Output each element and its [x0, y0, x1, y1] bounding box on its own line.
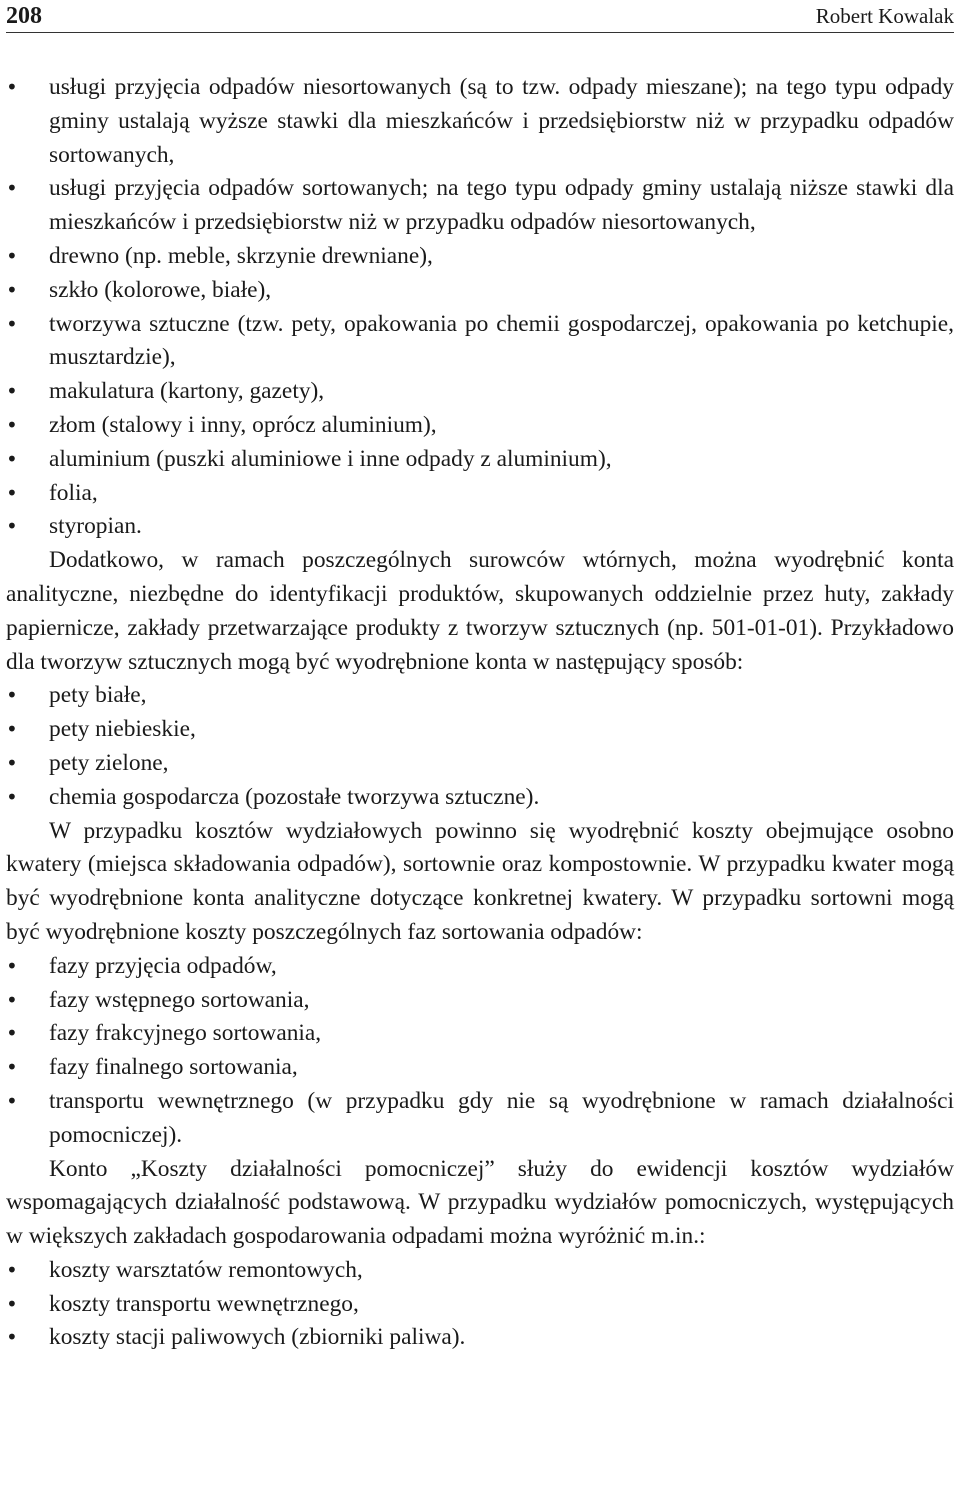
list-item: • folia, — [6, 477, 954, 511]
page-header — [6, 0, 954, 33]
list-item: • koszty transportu wewnętrznego, — [6, 1288, 954, 1322]
list-item: • fazy wstępnego sortowania, — [6, 984, 954, 1018]
paragraph-analytical-accounts: Dodatkowo, w ramach poszczególnych surowców wtórnych, można wyodrębnić konta analityczne, niezbędne do identyfikacji produktów, skupowanych oddzielnie przez huty, zakłady papiernicze, zakłady przetwarzające produkty z tworzyw sztucznych (np. 501-01-01). Przykładowo dla tworzyw sztucznych mogą być wyodrębnione konta w następujący sposób: — [6, 547, 954, 675]
list-item: • chemia gospodarcza (pozostałe tworzywa sztuczne). — [6, 781, 954, 815]
bullet-list-plastics — [6, 679, 954, 814]
bullet-list-waste-services — [6, 71, 954, 544]
list-item: • pety zielone, — [6, 747, 954, 781]
list-item: • fazy finalnego sortowania, — [6, 1051, 954, 1085]
paragraph-department-costs: W przypadku kosztów wydziałowych powinno się wyodrębnić koszty obejmujące osobno kwatery (miejsca składowania odpadów), sortownie oraz kompostownie. W przypadku kwater mogą być wyodrębnione konta analityczne dotyczące konkretnej kwatery. W przypadku sortowni mogą być wyodrębnione koszty poszczególnych faz sortowania odpadów: — [6, 817, 954, 945]
list-item: • fazy przyjęcia odpadów, — [6, 950, 954, 984]
page-content — [6, 71, 954, 1355]
list-item: • koszty stacji paliwowych (zbiorniki paliwa). — [6, 1321, 954, 1355]
list-item: • makulatura (kartony, gazety), — [6, 375, 954, 409]
list-item: • styropian. — [6, 510, 954, 544]
list-item: • usługi przyjęcia odpadów niesortowanych (są to tzw. odpady mieszane); na tego typu odpady gminy ustalają wyższe stawki dla mieszkańców i przedsiębiorstw niż w przypadku odpadów sortowanych, — [6, 71, 954, 172]
page-number: 208 — [6, 3, 42, 29]
list-item: • transportu wewnętrznego (w przypadku gdy nie są wyodrębnione w ramach działalności pomocniczej). — [6, 1085, 954, 1153]
list-item: • koszty warsztatów remontowych, — [6, 1254, 954, 1288]
list-item: • pety białe, — [6, 679, 954, 713]
list-item: • pety niebieskie, — [6, 713, 954, 747]
list-item: • fazy frakcyjnego sortowania, — [6, 1017, 954, 1051]
list-item: • złom (stalowy i inny, oprócz aluminium), — [6, 409, 954, 443]
list-item: • usługi przyjęcia odpadów sortowanych; na tego typu odpady gminy ustalają niższe stawki dla mieszkańców i przedsiębiorstw niż w przypadku odpadów niesortowanych, — [6, 172, 954, 240]
list-item: • drewno (np. meble, skrzynie drewniane), — [6, 240, 954, 274]
bullet-list-auxiliary-departments — [6, 1254, 954, 1355]
running-head-author: Robert Kowalak — [815, 4, 954, 28]
list-item: • aluminium (puszki aluminiowe i inne odpady z aluminium), — [6, 443, 954, 477]
paragraph-auxiliary-costs: Konto „Koszty działalności pomocniczej” służy do ewidencji kosztów wydziałów wspomagających działalność podstawową. W przypadku wydziałów pomocniczych, występujących w większych zakładach gospodarowania odpadami można wyróżnić m.in.: — [6, 1155, 954, 1250]
bullet-list-sorting-phases — [6, 950, 954, 1153]
list-item: • tworzywa sztuczne (tzw. pety, opakowania po chemii gospodarczej, opakowania po ketchupie, musztardzie), — [6, 308, 954, 376]
list-item: • szkło (kolorowe, białe), — [6, 274, 954, 308]
